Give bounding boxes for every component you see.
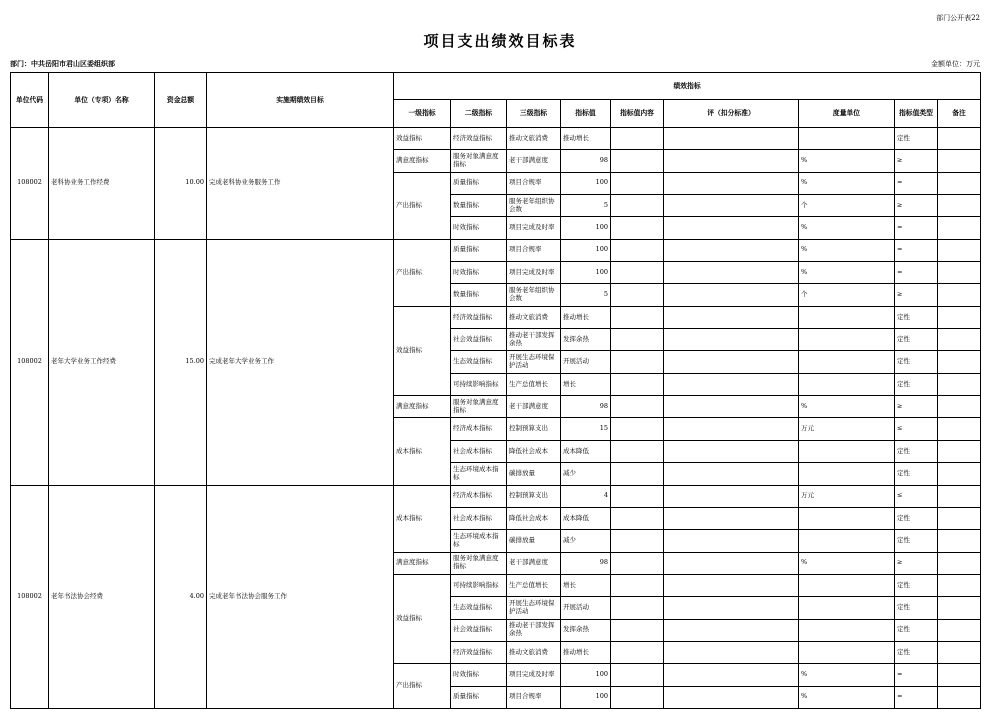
remark-cell	[938, 351, 981, 373]
level3-cell: 服务老年组织协会数	[507, 195, 561, 217]
level2-cell: 生态环境成本指标	[451, 463, 507, 485]
value-type-cell: =	[895, 664, 938, 686]
value-type-cell: =	[895, 686, 938, 708]
performance-table	[10, 72, 981, 709]
measure-unit-cell: %	[799, 150, 895, 172]
scoring-cell	[664, 373, 799, 395]
level2-cell: 数量指标	[451, 195, 507, 217]
header-level3: 三级指标	[507, 100, 561, 128]
project-name-cell: 老年书法协会经费	[49, 485, 155, 708]
value-cell: 成本降低	[561, 440, 611, 462]
page-title: 项目支出绩效目标表	[423, 32, 577, 50]
remark-cell	[938, 128, 981, 150]
level3-cell: 老干部满意度	[507, 552, 561, 574]
level2-cell: 质量指标	[451, 172, 507, 194]
value-type-cell: 定性	[895, 329, 938, 351]
header-total-funds: 资金总额	[155, 73, 207, 128]
value-content-cell	[611, 530, 664, 552]
value-type-cell: 定性	[895, 351, 938, 373]
level1-cell: 成本指标	[394, 418, 451, 485]
header-scoring: 评（扣分标准）	[664, 100, 799, 128]
scoring-cell	[664, 686, 799, 708]
header-value: 指标值	[561, 100, 611, 128]
table-row	[11, 239, 981, 261]
value-content-cell	[611, 686, 664, 708]
remark-cell	[938, 574, 981, 596]
value-content-cell	[611, 128, 664, 150]
value-type-cell: 定性	[895, 641, 938, 663]
value-content-cell	[611, 195, 664, 217]
value-content-cell	[611, 418, 664, 440]
remark-cell	[938, 507, 981, 529]
header-value-content: 指标值内容	[611, 100, 664, 128]
measure-unit-cell: %	[799, 239, 895, 261]
level2-cell: 可持续影响指标	[451, 574, 507, 596]
value-cell: 推动增长	[561, 128, 611, 150]
level1-cell: 效益指标	[394, 306, 451, 395]
header-unit-code: 单位代码	[11, 73, 49, 128]
level3-cell: 开展生态环境保护活动	[507, 351, 561, 373]
value-cell: 成本降低	[561, 507, 611, 529]
value-type-cell: 定性	[895, 440, 938, 462]
scoring-cell	[664, 128, 799, 150]
level1-cell: 满意度指标	[394, 552, 451, 574]
value-cell: 98	[561, 150, 611, 172]
measure-unit-cell: 个	[799, 284, 895, 306]
value-type-cell: ≥	[895, 150, 938, 172]
remark-cell	[938, 485, 981, 507]
scoring-cell	[664, 463, 799, 485]
level2-cell: 生态效益指标	[451, 597, 507, 619]
level3-cell: 服务老年组织协会数	[507, 284, 561, 306]
measure-unit-cell	[799, 329, 895, 351]
value-cell: 100	[561, 664, 611, 686]
value-type-cell: =	[895, 262, 938, 284]
value-cell: 减少	[561, 463, 611, 485]
remark-cell	[938, 552, 981, 574]
measure-unit-cell	[799, 463, 895, 485]
value-content-cell	[611, 172, 664, 194]
level2-cell: 质量指标	[451, 686, 507, 708]
value-content-cell	[611, 552, 664, 574]
header-level2: 二级指标	[451, 100, 507, 128]
level3-cell: 控制预算支出	[507, 418, 561, 440]
remark-cell	[938, 641, 981, 663]
value-cell: 推动增长	[561, 641, 611, 663]
remark-cell	[938, 150, 981, 172]
measure-unit-cell: %	[799, 552, 895, 574]
remark-cell	[938, 664, 981, 686]
value-content-cell	[611, 329, 664, 351]
level3-cell: 项目完成及时率	[507, 217, 561, 239]
form-number: 部门公开表22	[936, 14, 980, 22]
measure-unit-cell	[799, 507, 895, 529]
project-name-cell: 老年大学业务工作经费	[49, 239, 155, 485]
level1-cell: 满意度指标	[394, 150, 451, 172]
value-content-cell	[611, 373, 664, 395]
measure-unit-cell	[799, 351, 895, 373]
level3-cell: 项目合规率	[507, 686, 561, 708]
level2-cell: 经济效益指标	[451, 128, 507, 150]
scoring-cell	[664, 597, 799, 619]
remark-cell	[938, 195, 981, 217]
scoring-cell	[664, 664, 799, 686]
level2-cell: 生态效益指标	[451, 351, 507, 373]
level1-cell: 满意度指标	[394, 396, 451, 418]
value-content-cell	[611, 306, 664, 328]
measure-unit-cell: 万元	[799, 485, 895, 507]
level1-cell: 效益指标	[394, 128, 451, 150]
level2-cell: 经济成本指标	[451, 485, 507, 507]
level3-cell: 推动文旅消费	[507, 128, 561, 150]
scoring-cell	[664, 418, 799, 440]
level3-cell: 推动老干部发挥余热	[507, 619, 561, 641]
value-type-cell: =	[895, 217, 938, 239]
remark-cell	[938, 686, 981, 708]
remark-cell	[938, 619, 981, 641]
remark-cell	[938, 239, 981, 261]
measure-unit-cell: %	[799, 664, 895, 686]
value-cell: 100	[561, 217, 611, 239]
measure-unit-cell: %	[799, 217, 895, 239]
header-value-type: 指标值类型	[895, 100, 938, 128]
scoring-cell	[664, 351, 799, 373]
value-cell: 发挥余热	[561, 329, 611, 351]
amount-cell: 15.00	[155, 239, 207, 485]
value-content-cell	[611, 396, 664, 418]
value-type-cell: ≥	[895, 195, 938, 217]
value-content-cell	[611, 463, 664, 485]
value-cell: 减少	[561, 530, 611, 552]
header-target: 实施期绩效目标	[207, 73, 394, 128]
header-measure: 度量单位	[799, 100, 895, 128]
level3-cell: 项目合规率	[507, 172, 561, 194]
remark-cell	[938, 373, 981, 395]
value-cell: 发挥余热	[561, 619, 611, 641]
value-cell: 增长	[561, 574, 611, 596]
value-type-cell: ≤	[895, 418, 938, 440]
measure-unit-cell: 个	[799, 195, 895, 217]
level2-cell: 社会效益指标	[451, 619, 507, 641]
scoring-cell	[664, 239, 799, 261]
value-type-cell: ≥	[895, 396, 938, 418]
level2-cell: 经济效益指标	[451, 306, 507, 328]
value-cell: 开展活动	[561, 351, 611, 373]
amount-unit-label: 金额单位：万元	[931, 60, 980, 68]
target-cell: 完成老科协业务服务工作	[207, 128, 394, 240]
target-cell: 完成老年书法协会服务工作	[207, 485, 394, 708]
value-type-cell: 定性	[895, 619, 938, 641]
measure-unit-cell	[799, 530, 895, 552]
remark-cell	[938, 396, 981, 418]
project-name-cell: 老科协业务工作经费	[49, 128, 155, 240]
level2-cell: 时效指标	[451, 262, 507, 284]
measure-unit-cell	[799, 306, 895, 328]
scoring-cell	[664, 284, 799, 306]
remark-cell	[938, 463, 981, 485]
value-content-cell	[611, 239, 664, 261]
header-remark: 备注	[938, 100, 981, 128]
level3-cell: 推动文旅消费	[507, 641, 561, 663]
level2-cell: 时效指标	[451, 664, 507, 686]
department-label: 部门：中共岳阳市君山区委组织部	[10, 59, 115, 68]
value-content-cell	[611, 641, 664, 663]
value-cell: 5	[561, 284, 611, 306]
level2-cell: 生态环境成本指标	[451, 530, 507, 552]
level3-cell: 碳排放量	[507, 463, 561, 485]
value-type-cell: =	[895, 239, 938, 261]
measure-unit-cell: %	[799, 262, 895, 284]
level2-cell: 可持续影响指标	[451, 373, 507, 395]
level2-cell: 社会成本指标	[451, 507, 507, 529]
value-content-cell	[611, 351, 664, 373]
value-cell: 100	[561, 239, 611, 261]
amount-cell: 4.00	[155, 485, 207, 708]
value-type-cell: 定性	[895, 306, 938, 328]
scoring-cell	[664, 262, 799, 284]
scoring-cell	[664, 641, 799, 663]
value-cell: 98	[561, 552, 611, 574]
value-cell: 5	[561, 195, 611, 217]
value-cell: 15	[561, 418, 611, 440]
level1-cell: 效益指标	[394, 574, 451, 663]
unit-code-cell: 108002	[11, 485, 49, 708]
level2-cell: 经济效益指标	[451, 641, 507, 663]
measure-unit-cell	[799, 641, 895, 663]
measure-unit-cell	[799, 373, 895, 395]
level3-cell: 生产总值增长	[507, 574, 561, 596]
scoring-cell	[664, 329, 799, 351]
level3-cell: 碳排放量	[507, 530, 561, 552]
scoring-cell	[664, 440, 799, 462]
value-type-cell: ≤	[895, 485, 938, 507]
value-type-cell: ≥	[895, 552, 938, 574]
level2-cell: 服务对象满意度指标	[451, 150, 507, 172]
scoring-cell	[664, 485, 799, 507]
unit-code-cell: 108002	[11, 239, 49, 485]
value-content-cell	[611, 664, 664, 686]
level3-cell: 项目合规率	[507, 239, 561, 261]
value-cell: 100	[561, 686, 611, 708]
header-unit-name: 单位（专项）名称	[49, 73, 155, 128]
measure-unit-cell	[799, 574, 895, 596]
value-content-cell	[611, 597, 664, 619]
scoring-cell	[664, 574, 799, 596]
scoring-cell	[664, 619, 799, 641]
measure-unit-cell	[799, 128, 895, 150]
table-body	[11, 128, 981, 709]
value-type-cell: 定性	[895, 574, 938, 596]
table-row	[11, 485, 981, 507]
value-cell: 开展活动	[561, 597, 611, 619]
value-content-cell	[611, 485, 664, 507]
header-performance: 绩效指标	[394, 73, 981, 100]
level3-cell: 降低社会成本	[507, 507, 561, 529]
value-content-cell	[611, 507, 664, 529]
value-type-cell: 定性	[895, 128, 938, 150]
remark-cell	[938, 172, 981, 194]
value-content-cell	[611, 217, 664, 239]
scoring-cell	[664, 172, 799, 194]
remark-cell	[938, 217, 981, 239]
value-type-cell: 定性	[895, 507, 938, 529]
scoring-cell	[664, 552, 799, 574]
amount-cell: 10.00	[155, 128, 207, 240]
measure-unit-cell: %	[799, 686, 895, 708]
value-cell: 100	[561, 262, 611, 284]
scoring-cell	[664, 150, 799, 172]
level3-cell: 老干部满意度	[507, 396, 561, 418]
value-cell: 增长	[561, 373, 611, 395]
remark-cell	[938, 597, 981, 619]
scoring-cell	[664, 217, 799, 239]
scoring-cell	[664, 306, 799, 328]
remark-cell	[938, 306, 981, 328]
level3-cell: 开展生态环境保护活动	[507, 597, 561, 619]
level3-cell: 推动老干部发挥余热	[507, 329, 561, 351]
value-cell: 推动增长	[561, 306, 611, 328]
level1-cell: 产出指标	[394, 664, 451, 709]
measure-unit-cell: %	[799, 172, 895, 194]
scoring-cell	[664, 507, 799, 529]
level2-cell: 社会成本指标	[451, 440, 507, 462]
measure-unit-cell	[799, 619, 895, 641]
remark-cell	[938, 440, 981, 462]
level1-cell: 产出指标	[394, 172, 451, 239]
measure-unit-cell	[799, 440, 895, 462]
value-type-cell: 定性	[895, 463, 938, 485]
header-level1: 一级指标	[394, 100, 451, 128]
value-type-cell: 定性	[895, 373, 938, 395]
value-content-cell	[611, 284, 664, 306]
value-type-cell: ≥	[895, 284, 938, 306]
value-content-cell	[611, 440, 664, 462]
value-cell: 100	[561, 172, 611, 194]
value-cell: 4	[561, 485, 611, 507]
level3-cell: 降低社会成本	[507, 440, 561, 462]
level3-cell: 项目完成及时率	[507, 262, 561, 284]
level3-cell: 生产总值增长	[507, 373, 561, 395]
remark-cell	[938, 530, 981, 552]
table-row	[11, 128, 981, 150]
value-type-cell: 定性	[895, 597, 938, 619]
level2-cell: 数量指标	[451, 284, 507, 306]
level1-cell: 产出指标	[394, 239, 451, 306]
level3-cell: 控制预算支出	[507, 485, 561, 507]
scoring-cell	[664, 195, 799, 217]
value-content-cell	[611, 619, 664, 641]
value-type-cell: 定性	[895, 530, 938, 552]
remark-cell	[938, 262, 981, 284]
measure-unit-cell	[799, 597, 895, 619]
measure-unit-cell: %	[799, 396, 895, 418]
unit-code-cell: 108002	[11, 128, 49, 240]
level2-cell: 社会效益指标	[451, 329, 507, 351]
level2-cell: 服务对象满意度指标	[451, 396, 507, 418]
remark-cell	[938, 284, 981, 306]
level1-cell: 成本指标	[394, 485, 451, 552]
level3-cell: 推动文旅消费	[507, 306, 561, 328]
remark-cell	[938, 418, 981, 440]
scoring-cell	[664, 396, 799, 418]
remark-cell	[938, 329, 981, 351]
level2-cell: 时效指标	[451, 217, 507, 239]
level2-cell: 经济成本指标	[451, 418, 507, 440]
measure-unit-cell: 万元	[799, 418, 895, 440]
value-content-cell	[611, 262, 664, 284]
value-content-cell	[611, 150, 664, 172]
value-cell: 98	[561, 396, 611, 418]
value-content-cell	[611, 574, 664, 596]
target-cell: 完成老年大学业务工作	[207, 239, 394, 485]
level3-cell: 老干部满意度	[507, 150, 561, 172]
level3-cell: 项目完成及时率	[507, 664, 561, 686]
scoring-cell	[664, 530, 799, 552]
level2-cell: 质量指标	[451, 239, 507, 261]
value-type-cell: =	[895, 172, 938, 194]
level2-cell: 服务对象满意度指标	[451, 552, 507, 574]
